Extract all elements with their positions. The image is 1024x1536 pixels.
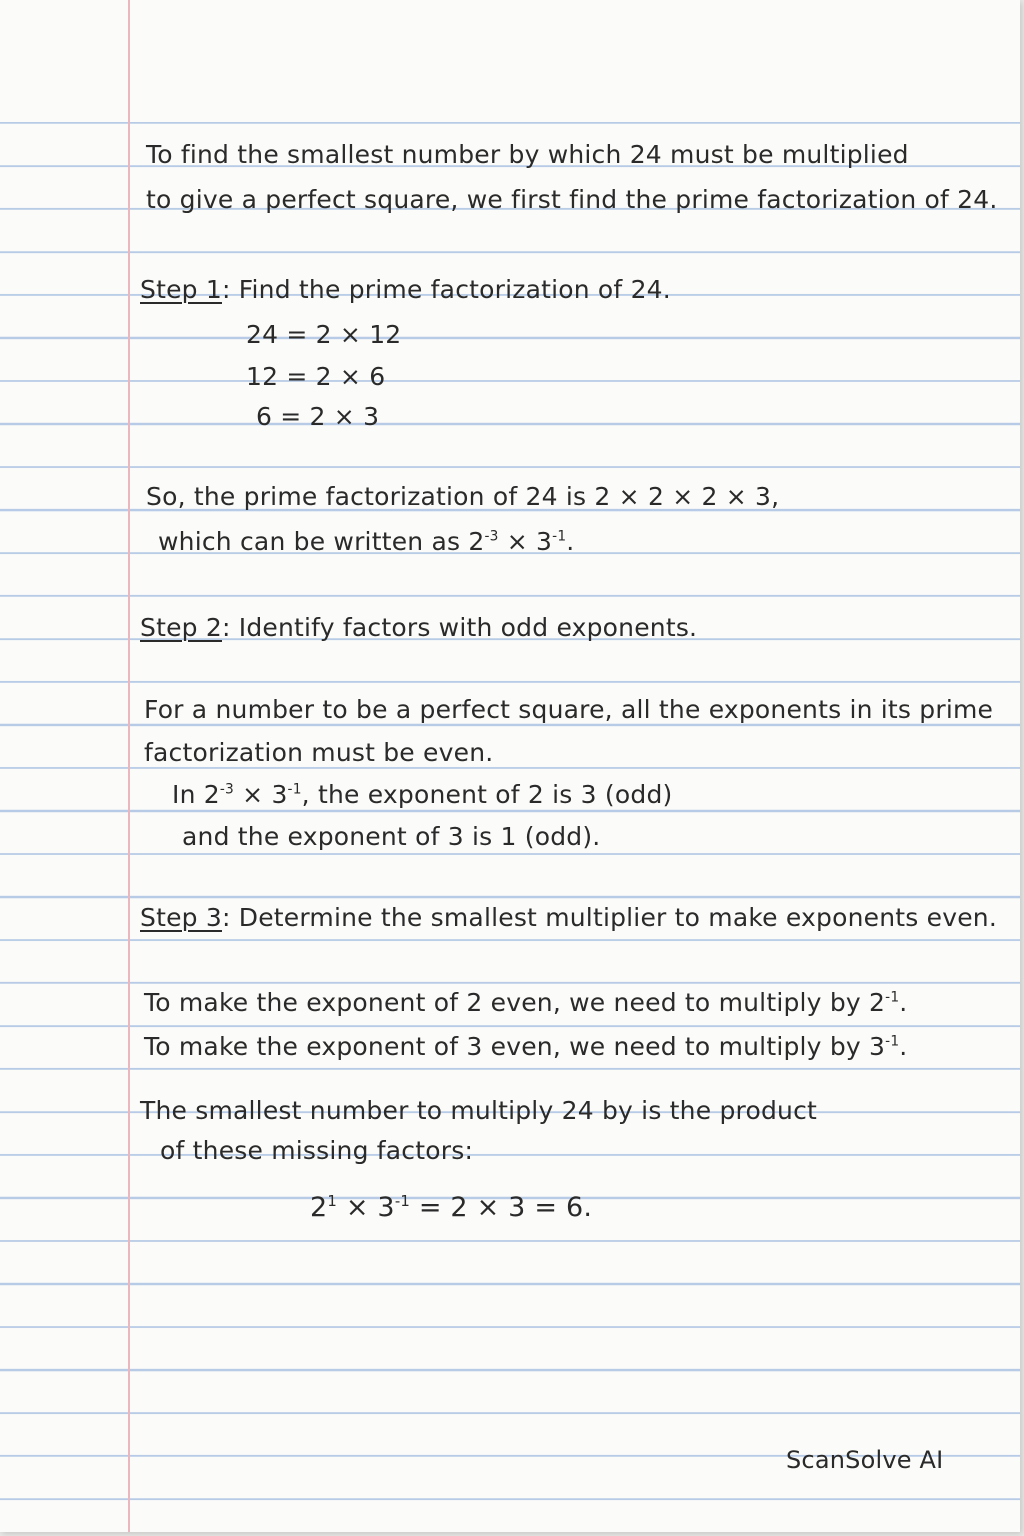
step2-exponent-1: -3	[219, 781, 234, 798]
step1-heading	[140, 275, 671, 304]
step3-l1-suffix: .	[899, 988, 908, 1017]
step3-label: Step 3	[140, 903, 222, 932]
step3-title: : Determine the smallest multiplier to make exponents even.	[221, 903, 997, 932]
step3-line-4: of these missing factors:	[160, 1136, 474, 1165]
step2-label: Step 2	[140, 613, 222, 642]
final-result: = 2 × 3 = 6.	[410, 1192, 593, 1223]
summary-line-1: So, the prime factorization of 24 is 2 × 2 × 2 × 3,	[146, 482, 780, 511]
step1-equation-1: 24 = 2 × 12	[246, 320, 402, 349]
step3-line-3: The smallest number to multiply 24 by is the product	[140, 1096, 818, 1125]
step3-l1-exponent: -1	[885, 989, 900, 1006]
final-exponent-1: 1	[327, 1192, 338, 1210]
step3-line-1	[144, 988, 907, 1017]
step2-title: : Identify factors with odd exponents.	[221, 613, 698, 642]
step2-paragraph-4: and the exponent of 3 is 1 (odd).	[182, 822, 601, 851]
summary-line-2-mid: × 3	[498, 527, 553, 556]
final-exponent-2: -1	[394, 1192, 411, 1210]
summary-exponent-1: -3	[484, 528, 499, 545]
step3-heading	[140, 903, 997, 932]
step2-paragraph-1: For a number to be a perfect square, all the exponents in its prime	[144, 695, 994, 724]
step1-title: : Find the prime factorization of 24.	[221, 275, 671, 304]
intro-line-2: to give a perfect square, we first find the prime factorization of 24.	[146, 185, 998, 214]
step3-l2-suffix: .	[899, 1032, 908, 1061]
step3-l1-prefix: To make the exponent of 2 even, we need to multiply by 2	[144, 988, 886, 1017]
summary-line-2	[158, 527, 574, 556]
step1-label: Step 1	[140, 275, 222, 304]
final-base-3: × 3	[337, 1192, 395, 1223]
summary-line-2-prefix: which can be written as 2	[158, 527, 485, 556]
step2-p3-suffix: , the exponent of 2 is 3 (odd)	[301, 780, 673, 809]
step2-p3-prefix: In 2	[172, 780, 220, 809]
step2-paragraph-2: factorization must be even.	[144, 738, 494, 767]
step1-equation-2: 12 = 2 × 6	[246, 362, 386, 391]
final-base-2: 2	[310, 1192, 328, 1223]
step2-p3-mid: × 3	[234, 780, 288, 809]
step3-l2-prefix: To make the exponent of 3 even, we need to multiply by 3	[144, 1032, 886, 1061]
intro-line-1: To find the smallest number by which 24 must be multiplied	[146, 140, 909, 169]
final-equation	[310, 1192, 592, 1223]
summary-line-2-suffix: .	[566, 527, 575, 556]
summary-exponent-2: -1	[552, 528, 567, 545]
step2-exponent-2: -1	[287, 781, 302, 798]
step3-line-2	[144, 1032, 907, 1061]
step2-paragraph-3	[172, 780, 672, 809]
margin-line	[128, 0, 130, 1532]
step3-l2-exponent: -1	[885, 1033, 900, 1050]
step1-equation-3: 6 = 2 × 3	[256, 402, 380, 431]
step2-heading	[140, 613, 697, 642]
footer-brand: ScanSolve AI	[786, 1446, 944, 1474]
